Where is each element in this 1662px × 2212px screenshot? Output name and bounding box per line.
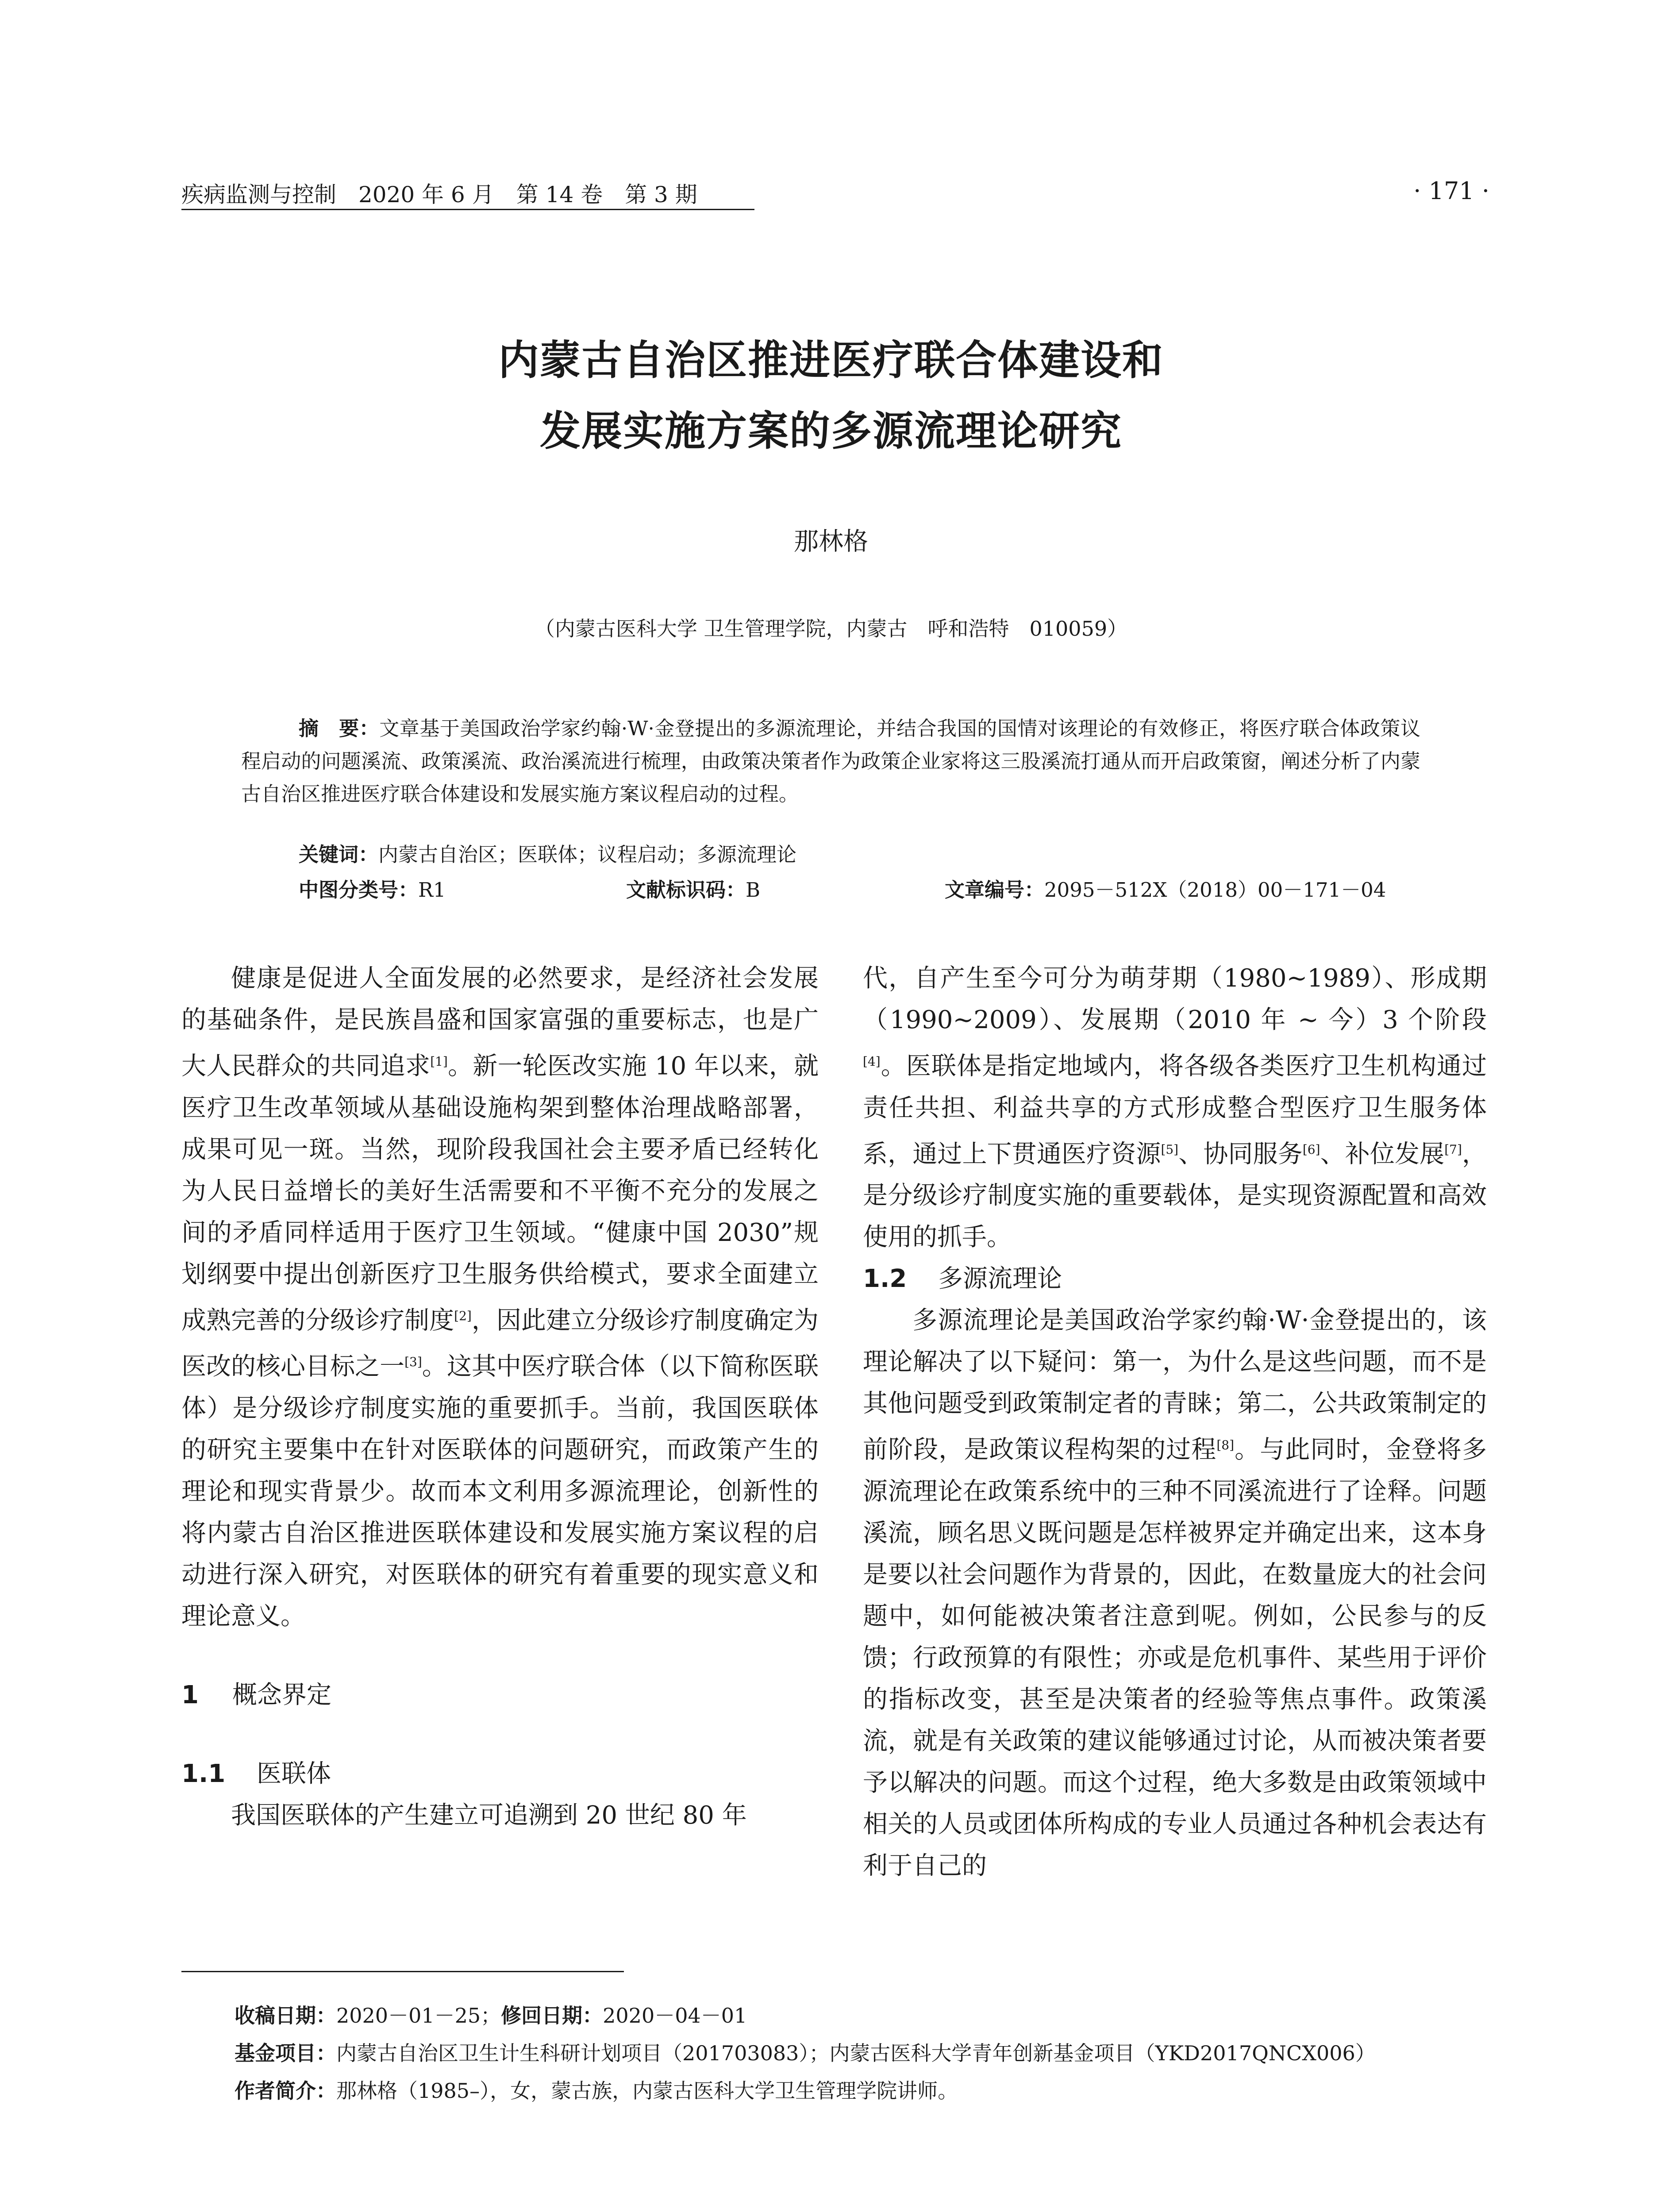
- keywords-text: 内蒙古自治区；医联体；议程启动；多源流理论: [378, 843, 797, 866]
- author-affiliation: （内蒙古医科大学 卫生管理学院，内蒙古 呼和浩特 010059）: [534, 617, 1128, 641]
- title-line-1: 内蒙古自治区推进医疗联合体建设和: [498, 337, 1164, 384]
- fund-label: 基金项目：: [235, 2041, 336, 2065]
- clc-value: R1: [418, 878, 446, 902]
- body-text: 多源流理论是美国政治学家约翰·W·金登提出的，该理论解决了以下疑问：第一，为什么是这些问题，而不是其他问题受到政策制定者的青睐；第二，公共政策制定的前阶段，是政策议程构架的过程: [863, 1306, 1487, 1464]
- body-paragraph: 我国医联体的产生建立可追溯到 20 世纪 80 年: [231, 1801, 747, 1830]
- body-text: 。新一轮医改实施 10 年以来，就医疗卫生改革领域从基础设施构架到整体治理战略部署，成果可见一斑。当然，现阶段我国社会主要矛盾已经转化为人民日益增长的美好生活需要和不平衡不充分的发展之间的矛盾同样适用于医疗卫生领域。“健康中国 2030”规划纲要中提出创新医疗卫生服务供给模式，要求全面建立成熟完善的分级诊疗制度: [181, 1052, 819, 1335]
- section-title: 多源流理论: [938, 1264, 1062, 1294]
- revised-date: 2020－04－01: [603, 2004, 747, 2028]
- citation-5[interactable]: [5]: [1161, 1142, 1179, 1157]
- doc-code-label: 文献标识码：: [626, 878, 746, 902]
- body-text: 健康是促进人全面发展的必然要求，是经济社会发展的基础条件，是民族昌盛和国家富强的重要标志，也是广大人民群众的共同追求: [181, 964, 819, 1081]
- body-paragraph: [863, 1300, 1487, 1887]
- section-1-2-heading: [863, 1258, 1487, 1300]
- body-text: ，是分级诊疗制度实施的重要载体，是实现资源配置和高效使用的抓手。: [863, 1140, 1487, 1252]
- section-1-1-heading: [181, 1753, 819, 1795]
- section-number: 1.2: [863, 1264, 907, 1294]
- clc-label: 中图分类号：: [299, 878, 419, 902]
- received-date: 2020－01－25；: [336, 2004, 501, 2028]
- footnote-rule: [181, 1971, 624, 1972]
- abstract: [241, 712, 1420, 810]
- doc-code-value: B: [746, 878, 761, 902]
- footnote-fund: [235, 2037, 1376, 2066]
- right-column: [863, 958, 1487, 1887]
- body-text: 。与此同时，金登将多源流理论在政策系统中的三种不同溪流进行了诠释。问题溪流，顾名思义既问题是怎样被界定并确定出来，这本身是要以社会问题作为背景的，因此，在数量庞大的社会问题中，如何能被决策者注意到呢。例如，公民参与的反馈；行政预算的有限性；亦或是危机事件、某些用于评价的指标改变，甚至是决策者的经验等焦点事件。政策溪流，就是有关政策的建议能够通过讨论，从而被决策者要予以解决的问题。而这个过程，绝大多数是由政策领域中相关的人员或团体所构成的专业人员通过各种机会表达有利于自己的: [863, 1435, 1487, 1880]
- article-no-label: 文章编号：: [945, 878, 1045, 902]
- body-text: 、协同服务: [1178, 1140, 1303, 1169]
- abstract-label: 摘 要：: [299, 717, 380, 740]
- intro-paragraph: [181, 958, 819, 1637]
- revised-label: 修回日期：: [501, 2004, 603, 2028]
- section-number: 1.1: [181, 1759, 226, 1788]
- keywords: [299, 838, 796, 867]
- article-no-value: 2095－512X（2018）00－171－04: [1044, 878, 1386, 902]
- article-title: [0, 325, 1662, 467]
- section-1-heading: [181, 1674, 819, 1716]
- received-label: 收稿日期：: [235, 2004, 336, 2028]
- citation-3[interactable]: [3]: [404, 1355, 422, 1370]
- body-text: 、补位发展: [1320, 1140, 1445, 1169]
- citation-8[interactable]: [8]: [1216, 1438, 1235, 1453]
- header-underline: [181, 209, 754, 210]
- citation-4[interactable]: [4]: [863, 1054, 881, 1069]
- page-number: · 171 ·: [1413, 177, 1489, 205]
- title-line-2: 发展实施方案的多源流理论研究: [539, 407, 1122, 455]
- section-title: 医联体: [257, 1759, 331, 1788]
- keywords-label: 关键词：: [299, 843, 379, 866]
- body-text: 代，自产生至今可分为萌芽期（1980~1989）、形成期（1990~2009）、发展期（2010 年 ~ 今）3 个阶段: [863, 964, 1487, 1034]
- body-text: 。这其中医疗联合体（以下简称医联体）是分级诊疗制度实施的重要抓手。当前，我国医联体的研究主要集中在针对医联体的问题研究，而政策产生的理论和现实背景少。故而本文利用多源流理论，创新性的将内蒙古自治区推进医联体建设和发展实施方案议程的启动进行深入研究，对医联体的研究有着重要的现实意义和理论意义。: [181, 1352, 819, 1631]
- citation-1[interactable]: [1]: [430, 1054, 448, 1069]
- body-paragraph: [863, 958, 1487, 1258]
- article-number: [945, 874, 1386, 902]
- footnote-author-bio: [235, 2075, 958, 2104]
- citation-2[interactable]: [2]: [454, 1308, 472, 1323]
- body-text: 。医联体是指定地域内，将各级各类医疗卫生机构通过责任共担、利益共享的方式形成整合型医疗卫生服务体系，通过上下贯通医疗资源: [863, 1052, 1487, 1169]
- fund-text: 内蒙古自治区卫生计生科研计划项目（201703083）；内蒙古医科大学青年创新基金项目（YKD2017QNCX006）: [336, 2041, 1376, 2065]
- clc-number: [299, 874, 446, 902]
- bio-text: 那林格（1985–），女，蒙古族，内蒙古医科大学卫生管理学院讲师。: [336, 2079, 958, 2103]
- abstract-text: 文章基于美国政治学家约翰·W·金登提出的多源流理论，并结合我国的国情对该理论的有效修正，将医疗联合体政策议程启动的问题溪流、政策溪流、政治溪流进行梳理，由政策决策者作为政策企业家将这三股溪流打通从而开启政策窗，阐述分析了内蒙古自治区推进医疗联合体建设和发展实施方案议程启动的过程。: [241, 717, 1420, 806]
- document-code: [626, 874, 760, 902]
- body-text: ，因此建立分级诊疗制度确定为医改的核心目标之一: [181, 1306, 819, 1381]
- section-title: 概念界定: [232, 1680, 331, 1709]
- author-name: 那林格: [794, 527, 868, 556]
- left-column: [181, 958, 819, 1836]
- running-header: 疾病监测与控制 2020 年 6 月 第 14 卷 第 3 期: [181, 182, 697, 207]
- section-number: 1: [181, 1680, 199, 1709]
- citation-6[interactable]: [6]: [1302, 1142, 1320, 1157]
- citation-7[interactable]: [7]: [1444, 1142, 1462, 1157]
- footnote-dates: [235, 2000, 747, 2029]
- bio-label: 作者简介：: [235, 2079, 336, 2103]
